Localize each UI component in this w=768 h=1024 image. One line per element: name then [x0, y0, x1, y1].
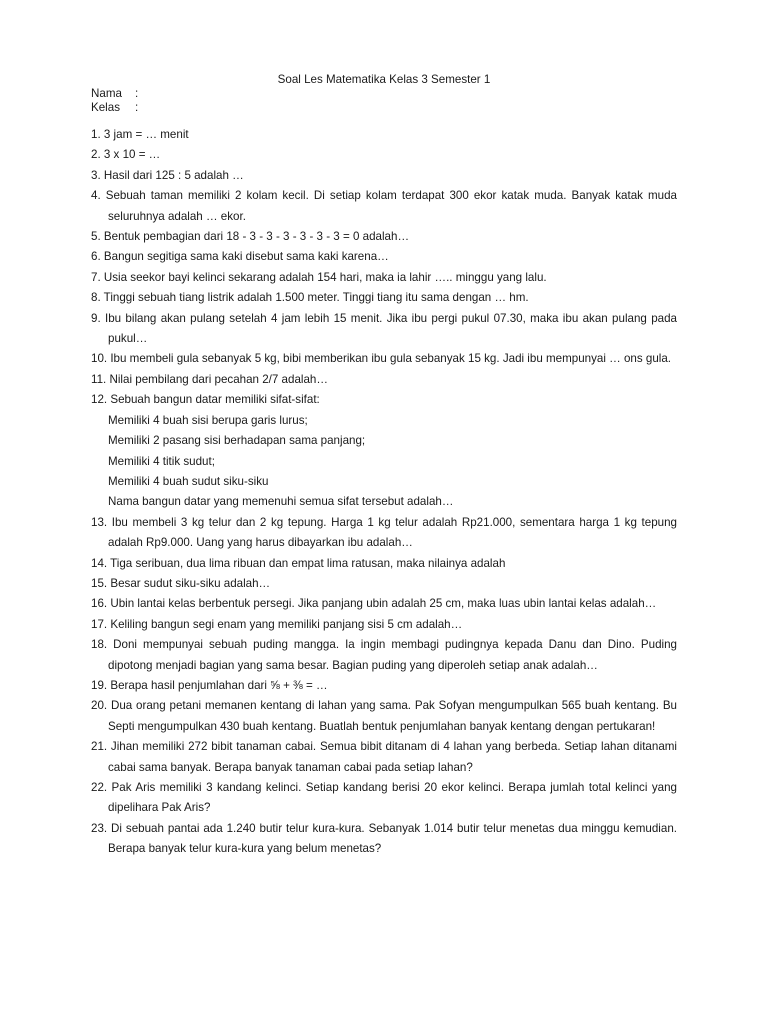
question-12: 12. Sebuah bangun datar memiliki sifat-sifat:	[91, 393, 320, 407]
question-4: 4. Sebuah taman memiliki 2 kolam kecil. Di setiap kolam terdapat 300 ekor katak muda. Banyak katak muda seluruhnya adalah … ekor.	[91, 189, 677, 223]
question-7: 7. Usia seekor bayi kelinci sekarang adalah 154 hari, maka ia lahir ….. minggu yang lalu.	[91, 270, 547, 284]
name-separator: :	[135, 87, 139, 100]
question-16: 16. Ubin lantai kelas berbentuk persegi. Jika panjang ubin adalah 25 cm, maka luas ubin lantai kelas adalah…	[91, 597, 657, 611]
question-6: 6. Bangun segitiga sama kaki disebut sama kaki karena…	[91, 250, 389, 264]
question-12-property: Memiliki 4 buah sisi berupa garis lurus;	[108, 413, 308, 427]
question-12-prompt: Nama bangun datar yang memenuhi semua sifat tersebut adalah…	[108, 495, 454, 509]
question-11: 11. Nilai pembilang dari pecahan 2/7 adalah…	[91, 372, 328, 386]
class-separator: :	[135, 101, 139, 114]
name-label: Nama	[91, 87, 122, 100]
question-1: 1. 3 jam = … menit	[91, 128, 189, 141]
question-10: 10. Ibu membeli gula sebanyak 5 kg, bibi memberikan ibu gula sebanyak 15 kg. Jadi ibu mempunyai … ons gula.	[91, 352, 672, 366]
document-title: Soal Les Matematika Kelas 3 Semester 1	[277, 73, 491, 86]
question-3: 3. Hasil dari 125 : 5 adalah …	[91, 168, 244, 182]
question-18: 18. Doni mempunyai sebuah puding mangga. Ia ingin membagi pudingnya kepada Danu dan Dino. Puding dipotong menjadi bagian yang sama besar. Bagian puding yang diperoleh setiap anak adalah…	[91, 638, 677, 672]
question-9: 9. Ibu bilang akan pulang setelah 4 jam lebih 15 menit. Jika ibu pergi pukul 07.30, maka ibu akan pulang pada pukul…	[91, 311, 677, 346]
question-12-property: Memiliki 4 titik sudut;	[108, 454, 215, 468]
question-22: 22. Pak Aris memiliki 3 kandang kelinci. Setiap kandang berisi 20 ekor kelinci. Berapa jumlah total kelinci yang dipelihara Pak Aris?	[91, 781, 677, 815]
question-5: 5. Bentuk pembagian dari 18 - 3 - 3 - 3 - 3 - 3 - 3 = 0 adalah…	[91, 230, 410, 244]
question-2: 2. 3 x 10 = …	[91, 148, 161, 162]
question-21: 21. Jihan memiliki 272 bibit tanaman cabai. Semua bibit ditanam di 4 lahan yang berbeda. Setiap lahan ditanami cabai sama banyak. Berapa banyak tanaman cabai pada setiap lahan?	[91, 740, 677, 774]
question-19: 19. Berapa hasil penjumlahan dari ⅝ + ⅜ = …	[91, 678, 328, 692]
question-17: 17. Keliling bangun segi enam yang memiliki panjang sisi 5 cm adalah…	[91, 617, 463, 631]
question-8: 8. Tinggi sebuah tiang listrik adalah 1.500 meter. Tinggi tiang itu sama dengan … hm.	[91, 291, 529, 305]
class-label: Kelas	[91, 101, 121, 114]
question-20: 20. Dua orang petani memanen kentang di lahan yang sama. Pak Sofyan mengumpulkan 565 buah kentang. Bu Septi mengumpulkan 430 buah kentang. Buatlah bentuk penjumlahan banyak kentang dengan pertukaran!	[91, 699, 677, 733]
question-23: 23. Di sebuah pantai ada 1.240 butir telur kura-kura. Sebanyak 1.014 butir telur menetas dua minggu kemudian. Berapa banyak telur kura-kura yang belum menetas?	[91, 821, 677, 856]
question-13: 13. Ibu membeli 3 kg telur dan 2 kg tepung. Harga 1 kg telur adalah Rp21.000, sementara harga 1 kg tepung adalah Rp9.000. Uang yang harus dibayarkan ibu adalah…	[91, 515, 677, 550]
question-12-property: Memiliki 2 pasang sisi berhadapan sama panjang;	[108, 434, 366, 448]
question-list	[91, 125, 677, 860]
class-field	[91, 101, 138, 114]
question-15: 15. Besar sudut siku-siku adalah…	[91, 576, 271, 590]
question-14: 14. Tiga seribuan, dua lima ribuan dan empat lima ratusan, maka nilainya adalah	[91, 556, 506, 570]
name-field	[91, 87, 138, 100]
question-12-property: Memiliki 4 buah sudut siku-siku	[108, 474, 269, 488]
